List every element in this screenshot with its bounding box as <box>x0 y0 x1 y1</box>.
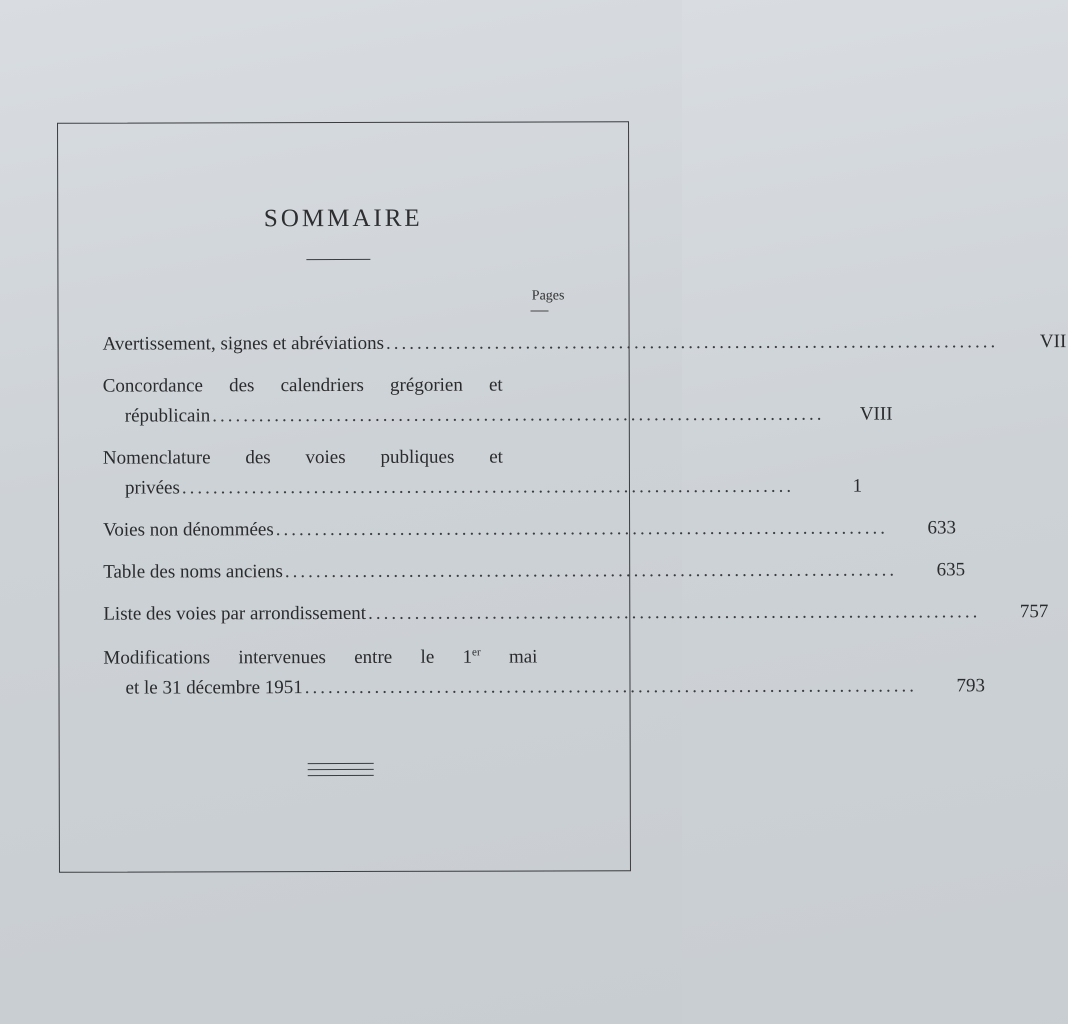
ornament-rule <box>308 775 374 776</box>
toc-entry-voies-non-denommees <box>103 514 957 545</box>
contents-frame <box>57 121 1067 872</box>
entry-title-line2: privées <box>124 477 180 499</box>
entry-title-line2: républicain <box>124 405 211 427</box>
toc-entry-liste-arrondissement <box>103 598 1049 629</box>
ornament-rule <box>308 769 374 770</box>
entry-title-line1: Concordance des calendriers grégorien et <box>102 374 503 397</box>
dot-leader: ............................................................................... <box>385 331 999 354</box>
dot-leader: ............................................................................... <box>368 601 981 624</box>
dot-leader: ............................................................................... <box>212 403 825 427</box>
toc-entry-noms-anciens <box>103 556 966 587</box>
toc-entry-nomenclature <box>102 442 863 503</box>
entry-title-text: Modifications intervenues entre le 1 <box>103 646 473 669</box>
entry-title: Table des noms anciens <box>103 561 283 583</box>
toc-entry-concordance <box>102 370 893 431</box>
entry-title-line1 <box>103 642 577 673</box>
pages-column-header: Pages <box>531 288 565 304</box>
entry-page: 1 <box>852 475 863 497</box>
entry-title: Avertissement, signes et abréviations <box>102 332 385 355</box>
entry-title: Liste des voies par arrondissement <box>103 602 367 625</box>
entry-title: Voies non dénommées <box>103 519 274 541</box>
ordinal-superscript: er <box>472 646 481 659</box>
title-rule <box>306 259 370 260</box>
entry-page: VII <box>1039 331 1067 353</box>
entry-title-text-end: mai <box>480 646 538 668</box>
toc-entry-modifications <box>103 642 986 703</box>
entry-title-line1: Nomenclature des voies publiques et <box>102 446 503 469</box>
page-title: SOMMAIRE <box>263 204 423 233</box>
toc-entry-avertissement <box>102 328 1067 359</box>
entry-page: 633 <box>927 517 957 539</box>
entry-page: VIII <box>859 403 893 425</box>
entry-title-line2: et le 31 décembre 1951 <box>125 677 303 699</box>
dot-leader: ............................................................................... <box>284 559 898 583</box>
dot-leader: ............................................................................... <box>275 517 889 541</box>
ornament-rule <box>308 763 374 764</box>
pages-header-rule <box>531 310 549 311</box>
dot-leader: ............................................................................... <box>304 675 918 699</box>
dot-leader: ............................................................................... <box>181 475 795 499</box>
entry-page: 757 <box>1019 601 1049 623</box>
entry-page: 635 <box>936 559 966 581</box>
entry-page: 793 <box>956 675 986 697</box>
